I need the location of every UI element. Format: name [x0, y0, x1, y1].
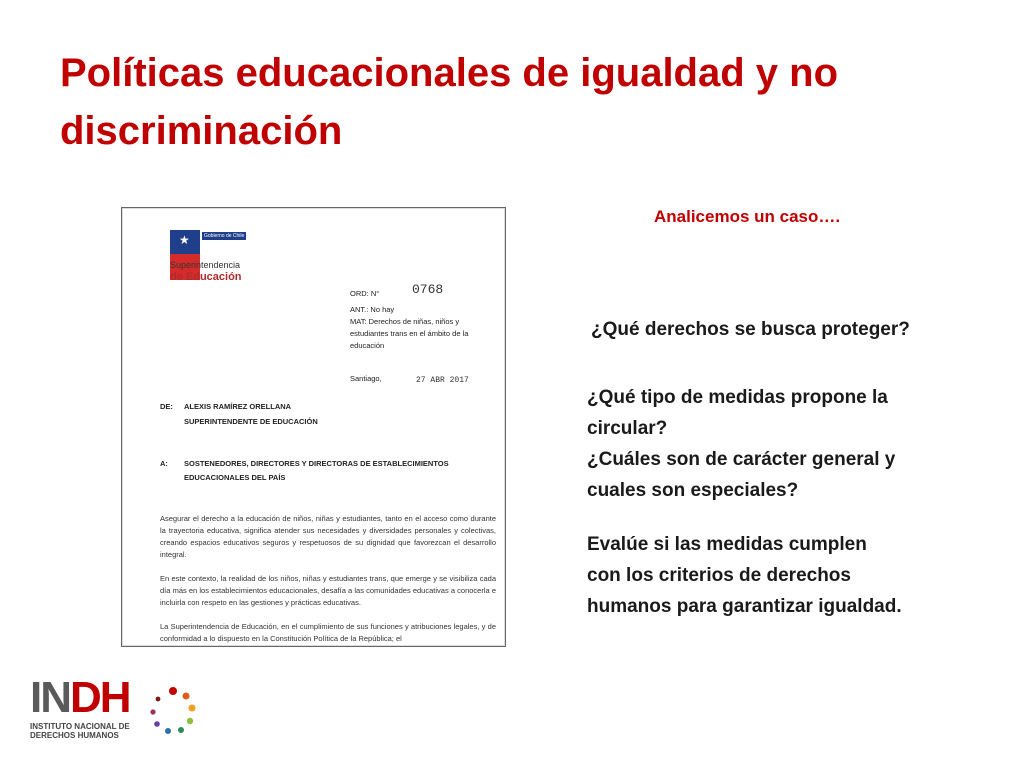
de-label: DE:: [160, 402, 173, 411]
star-icon: ★: [179, 233, 190, 247]
indh-wordmark-gray: IN: [30, 673, 70, 722]
case-subtitle: Analicemos un caso….: [654, 207, 841, 226]
indh-subtitle-line-2: DERECHOS HUMANOS: [30, 731, 119, 740]
santiago-label: Santiago,: [350, 374, 382, 383]
indh-wordmark-red: DH: [70, 673, 130, 722]
question-general-line-1: ¿Cuáles son de carácter general y: [587, 449, 896, 470]
a-label: A:: [160, 459, 168, 468]
indh-subtitle-line-1: INSTITUTO NACIONAL DE: [30, 722, 130, 731]
mat-line-2: estudiantes trans en el ámbito de la: [350, 329, 469, 338]
question-measures-line-1: ¿Qué tipo de medidas propone la: [587, 387, 888, 408]
indh-subtitle: [30, 722, 130, 740]
evaluation-line-3: humanos para garantizar igualdad.: [587, 596, 902, 617]
gobierno-label: Gobierno de Chile: [204, 233, 245, 239]
indh-logo: [30, 673, 170, 746]
indh-wordmark: [30, 673, 130, 722]
ord-label: ORD: N°: [350, 289, 380, 298]
document-paragraph-1: Asegurar el derecho a la educación de niños, niñas y estudiantes, tanto en el acceso como durante la trayectoria educativa, significa atender sus necesidades y diversidades personales y colectivas, creando espacios educativos seguros y respetuosos de su dignidad que favorezcan el desarrollo integral.: [160, 514, 496, 559]
logo-superintendencia-text: Superintendencia: [170, 260, 241, 270]
evaluation-line-2: con los criterios de derechos: [587, 565, 851, 586]
question-general-line-2: cuales son especiales?: [587, 480, 799, 501]
mat-line-1: MAT: Derechos de niñas, niños y: [350, 317, 460, 326]
slide-title: Políticas educacionales de igualdad y no discriminación: [60, 51, 839, 153]
indh-dots-icon: [148, 686, 198, 736]
document-date: 27 ABR 2017: [416, 376, 469, 385]
evaluation-line-1: Evalúe si las medidas cumplen: [587, 534, 867, 555]
document-paragraph-2: En este contexto, la realidad de los niños, niñas y estudiantes trans, que emerge y se visibiliza cada día más en los establecimientos educacionales, desafía a las comunidades educativas a conocerla e incluirla con respeto en las gestiones y prácticas educativas.: [160, 574, 496, 607]
a-line-1: SOSTENEDORES, DIRECTORES Y DIRECTORAS DE ESTABLECIMIENTOS: [184, 459, 449, 468]
logo-educacion-text: de Educación: [170, 271, 242, 283]
mat-line-3: educación: [350, 341, 385, 350]
de-role: SUPERINTENDENTE DE EDUCACIÓN: [184, 417, 318, 426]
circular-document-image: [121, 207, 506, 647]
flag-blue-block: [170, 230, 200, 254]
question-rights: ¿Qué derechos se busca proteger?: [591, 319, 910, 340]
question-measures-line-2: circular?: [587, 418, 668, 439]
document-paragraph-3: La Superintendencia de Educación, en el cumplimiento de sus funciones y atribuciones legales, y de conformidad a lo dispuesto en la Constitución Política de la República; el: [160, 622, 496, 643]
ant-line: ANT.: No hay: [350, 305, 395, 314]
ord-number: 0768: [412, 282, 444, 297]
de-name: ALEXIS RAMÍREZ ORELLANA: [184, 402, 292, 411]
a-line-2: EDUCACIONALES DEL PAÍS: [184, 473, 286, 482]
